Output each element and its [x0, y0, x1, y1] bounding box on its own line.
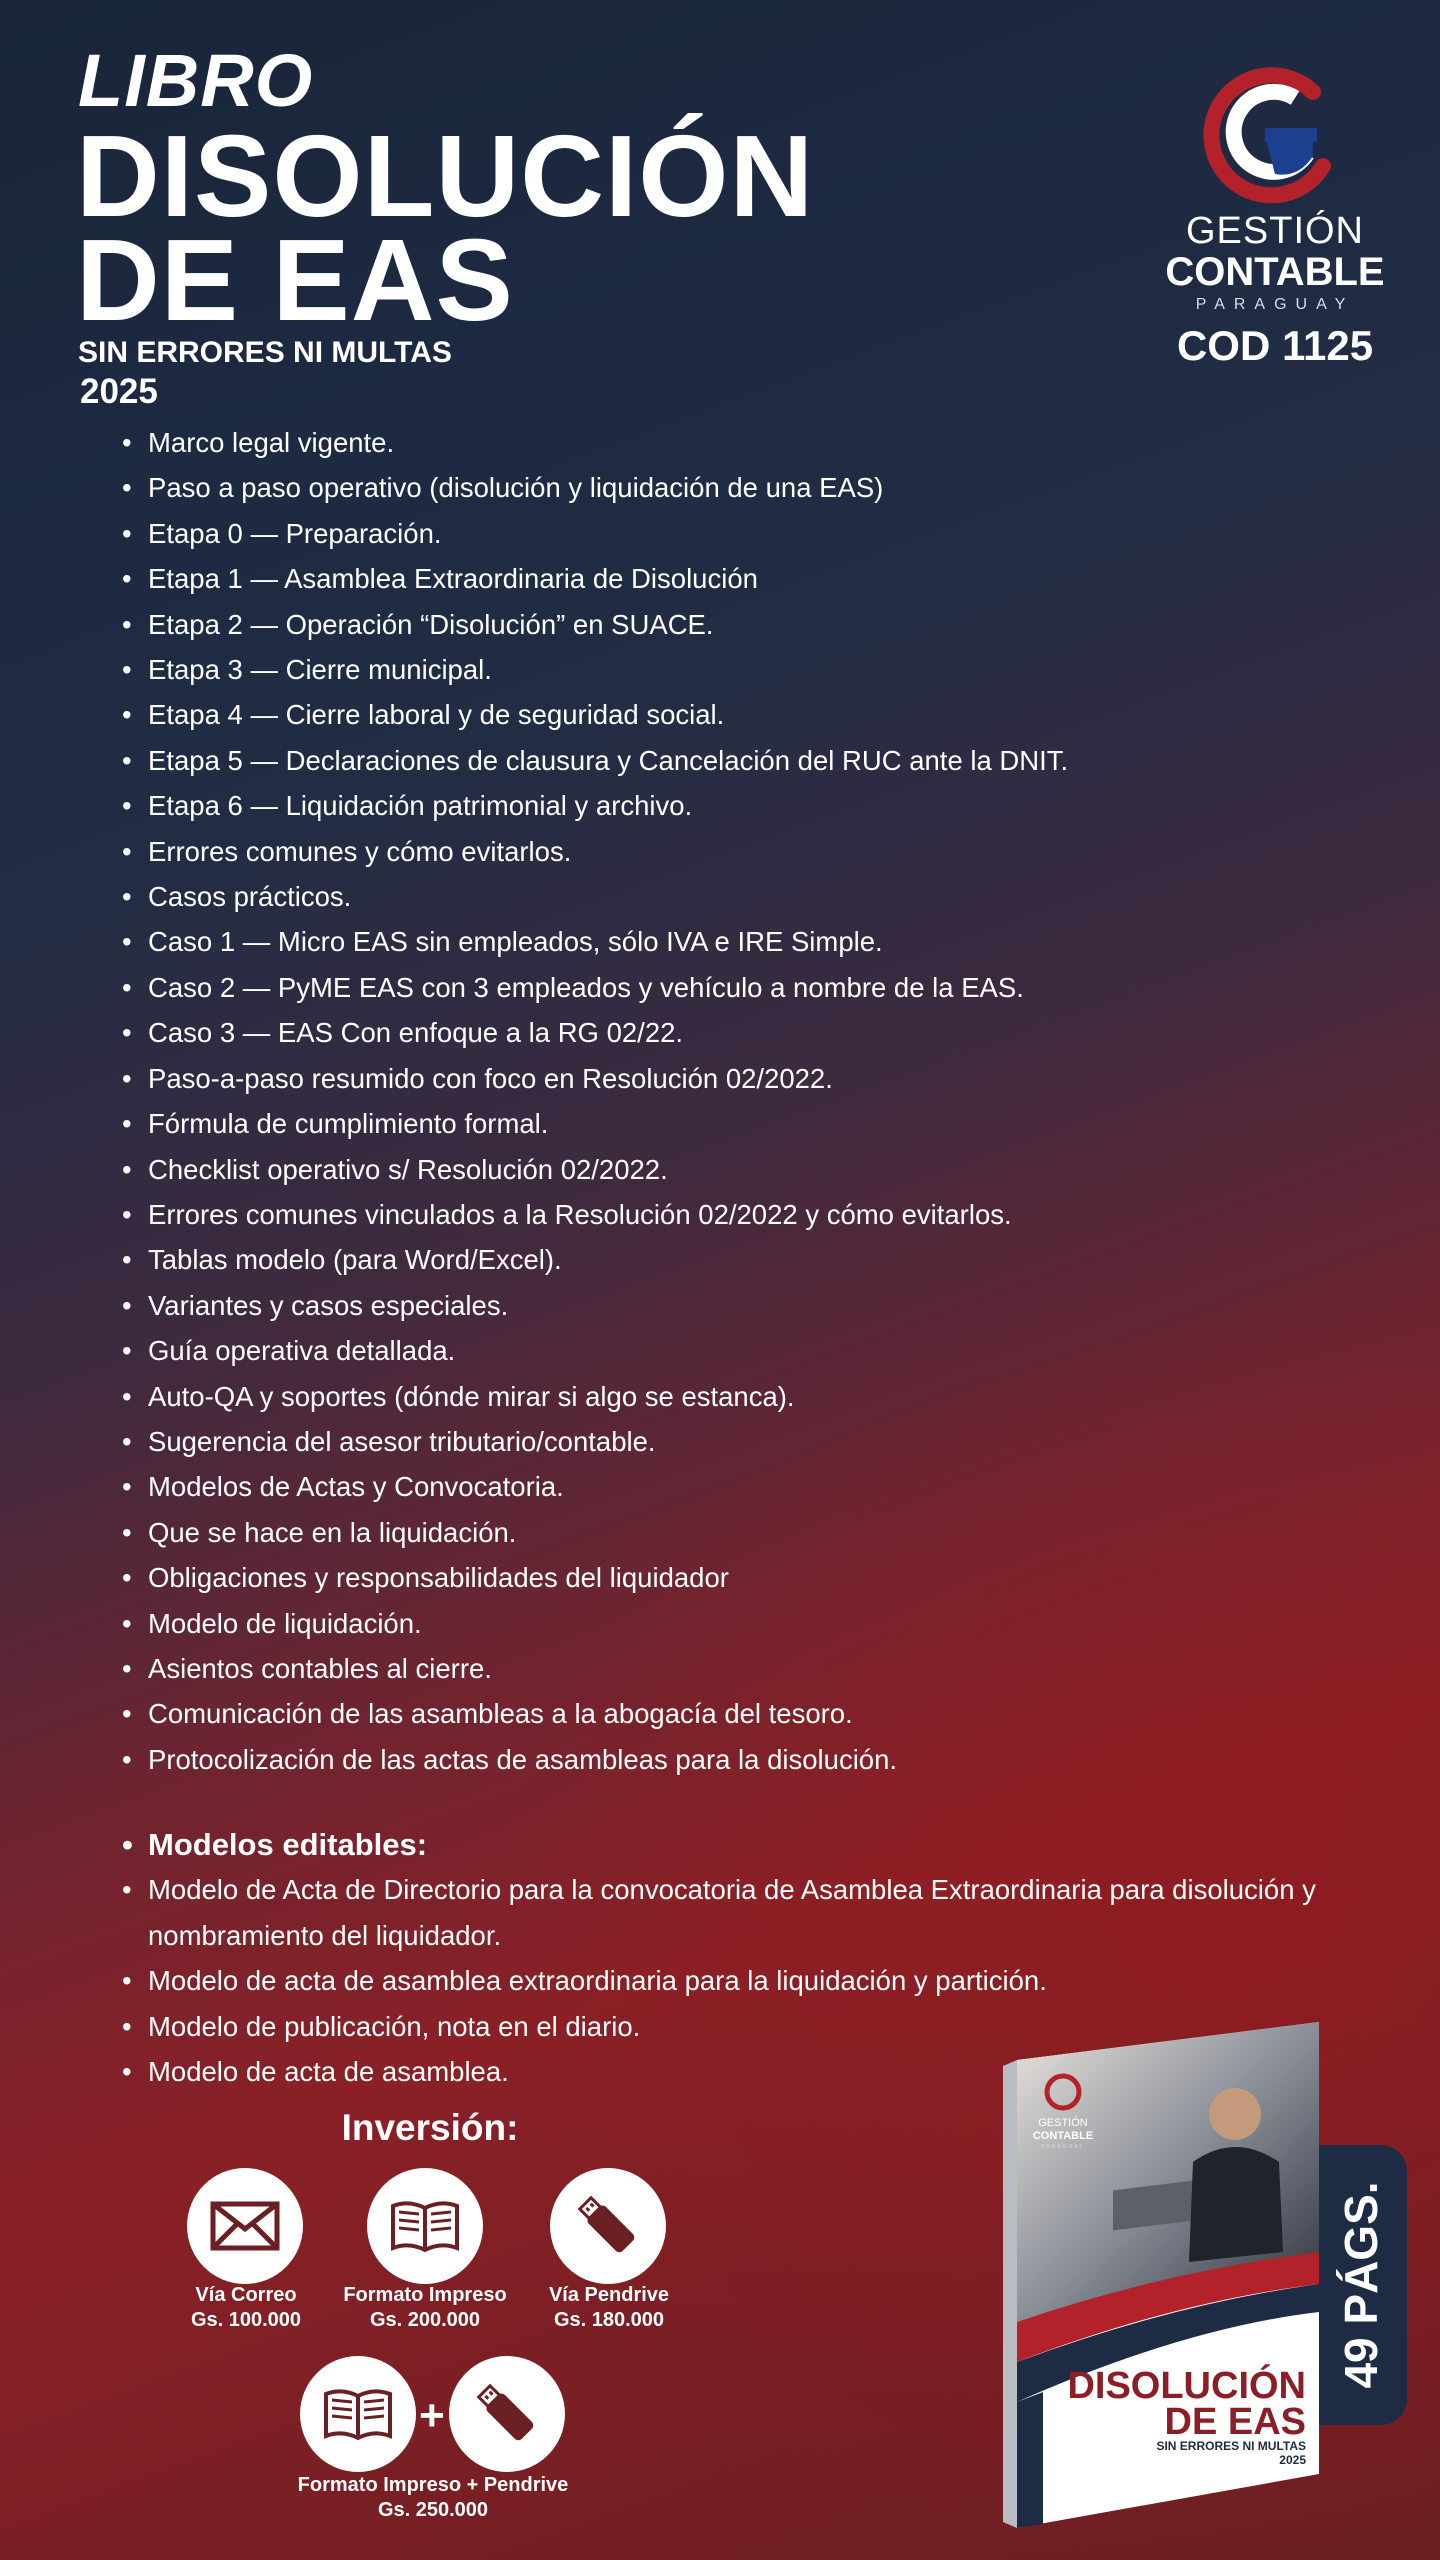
year: 2025 — [80, 372, 158, 411]
list-item: • Guía operativa detallada. — [118, 1328, 1338, 1373]
list-item: • Comunicación de las asambleas a la abogacía del tesoro. — [118, 1691, 1338, 1736]
list-item: • Tablas modelo (para Word/Excel). — [118, 1237, 1338, 1282]
list-item: • Etapa 3 — Cierre municipal. — [118, 647, 1338, 692]
list-item: • Caso 3 — EAS Con enfoque a la RG 02/22. — [118, 1010, 1338, 1055]
list-item: • Etapa 2 — Operación “Disolución” en SUACE. — [118, 602, 1338, 647]
models-heading: • Modelos editables: — [118, 1822, 1318, 1867]
pages-tab — [1315, 2145, 1407, 2425]
list-item: • Checklist operativo s/ Resolución 02/2022. — [118, 1147, 1338, 1192]
product-code: COD 1125 — [1176, 322, 1374, 369]
option-email-label: Vía Correo Gs. 100.000 — [190, 2284, 302, 2331]
list-item: • Marco legal vigente. — [118, 420, 1338, 465]
option-email — [187, 2168, 303, 2284]
list-item: • Etapa 5 — Declaraciones de clausura y Cancelación del RUC ante la DNIT. — [118, 738, 1338, 783]
main-title-line1: DISOLUCIÓN — [76, 111, 815, 241]
cover-subtitle: SIN ERRORES NI MULTAS — [1156, 2439, 1306, 2453]
list-item: • Sugerencia del asesor tributario/contable. — [118, 1419, 1338, 1464]
brand-line2: CONTABLE — [1165, 250, 1385, 294]
person-photo — [1209, 2088, 1261, 2140]
list-item: • Errores comunes vinculados a la Resolución 02/2022 y cómo evitarlos. — [118, 1192, 1338, 1237]
option-pendrive — [550, 2168, 666, 2284]
list-item: • Variantes y casos especiales. — [118, 1283, 1338, 1328]
cover-brand3: PARAGUAY — [1041, 2144, 1085, 2150]
list-item: • Caso 1 — Micro EAS sin empleados, sólo IVA e IRE Simple. — [118, 919, 1338, 964]
option-combo-book — [300, 2356, 416, 2472]
pages-count: 49 PÁGS. — [1335, 2181, 1387, 2389]
option-printed — [367, 2168, 483, 2284]
list-item: • Etapa 4 — Cierre laboral y de seguridad social. — [118, 692, 1338, 737]
book-icon — [320, 2386, 396, 2442]
list-item: • Modelo de publicación, nota en el diario. — [118, 2004, 1318, 2049]
main-title-line2: DE EAS — [76, 215, 514, 345]
list-item: • Que se hace en la liquidación. — [118, 1510, 1338, 1555]
list-item: • Modelo de liquidación. — [118, 1601, 1338, 1646]
brand-line3: PARAGUAY — [1195, 296, 1355, 313]
list-item: • Paso a paso operativo (disolución y liquidación de una EAS) — [118, 465, 1338, 510]
list-item: • Etapa 6 — Liquidación patrimonial y archivo. — [118, 783, 1338, 828]
contents-list — [118, 420, 1338, 1782]
option-printed-label: Formato Impreso Gs. 200.000 — [343, 2284, 507, 2331]
book-icon — [387, 2198, 463, 2254]
plus-sign: + — [419, 2391, 445, 2440]
kicker-libro: LIBRO — [78, 39, 314, 122]
option-pendrive-label: Vía Pendrive Gs. 180.000 — [548, 2284, 670, 2331]
cover-title2: DE EAS — [1164, 2401, 1306, 2443]
list-item: • Fórmula de cumplimiento formal. — [118, 1101, 1338, 1146]
list-item: • Etapa 1 — Asamblea Extraordinaria de Disolución — [118, 556, 1338, 601]
list-item: • Asientos contables al cierre. — [118, 1646, 1338, 1691]
cover-brand2: CONTABLE — [1032, 2130, 1094, 2142]
list-item: • Etapa 0 — Preparación. — [118, 511, 1338, 556]
list-item: • Modelo de Acta de Directorio para la convocatoria de Asamblea Extraordinaria para disolución y nombramiento del liquidador. — [118, 1867, 1318, 1958]
option-combo-pendrive — [449, 2356, 565, 2472]
list-item: • Modelo de acta de asamblea extraordinaria para la liquidación y partición. — [118, 1958, 1318, 2003]
cover-brand1: GESTIÓN — [1038, 2117, 1088, 2129]
list-item: • Modelos de Actas y Convocatoria. — [118, 1464, 1338, 1509]
list-item: • Errores comunes y cómo evitarlos. — [118, 829, 1338, 874]
book-cover — [1003, 2022, 1321, 2528]
investment-title: Inversión: — [341, 2107, 519, 2148]
brand-logo-icon — [1195, 58, 1345, 208]
usb-drive-icon — [469, 2376, 545, 2452]
cover-year: 2025 — [1279, 2453, 1306, 2467]
option-combo-label: Formato Impreso + Pendrive Gs. 250.000 — [297, 2474, 569, 2521]
envelope-icon — [210, 2201, 280, 2251]
list-item: • Casos prácticos. — [118, 874, 1338, 919]
brand-line1: GESTIÓN — [1185, 210, 1365, 252]
usb-drive-icon — [570, 2188, 646, 2264]
list-item: • Auto-QA y soportes (dónde mirar si algo se estanca). — [118, 1374, 1338, 1419]
list-item: • Caso 2 — PyME EAS con 3 empleados y vehículo a nombre de la EAS. — [118, 965, 1338, 1010]
list-item: • Protocolización de las actas de asambleas para la disolución. — [118, 1737, 1338, 1782]
list-item: • Obligaciones y responsabilidades del liquidador — [118, 1555, 1338, 1600]
list-item: • Modelo de acta de asamblea. — [118, 2049, 1318, 2094]
main-title — [76, 111, 815, 345]
cover-title1: DISOLUCIÓN — [1067, 2365, 1306, 2407]
list-item: • Paso-a-paso resumido con foco en Resolución 02/2022. — [118, 1056, 1338, 1101]
subtitle: SIN ERRORES NI MULTAS — [78, 336, 452, 369]
